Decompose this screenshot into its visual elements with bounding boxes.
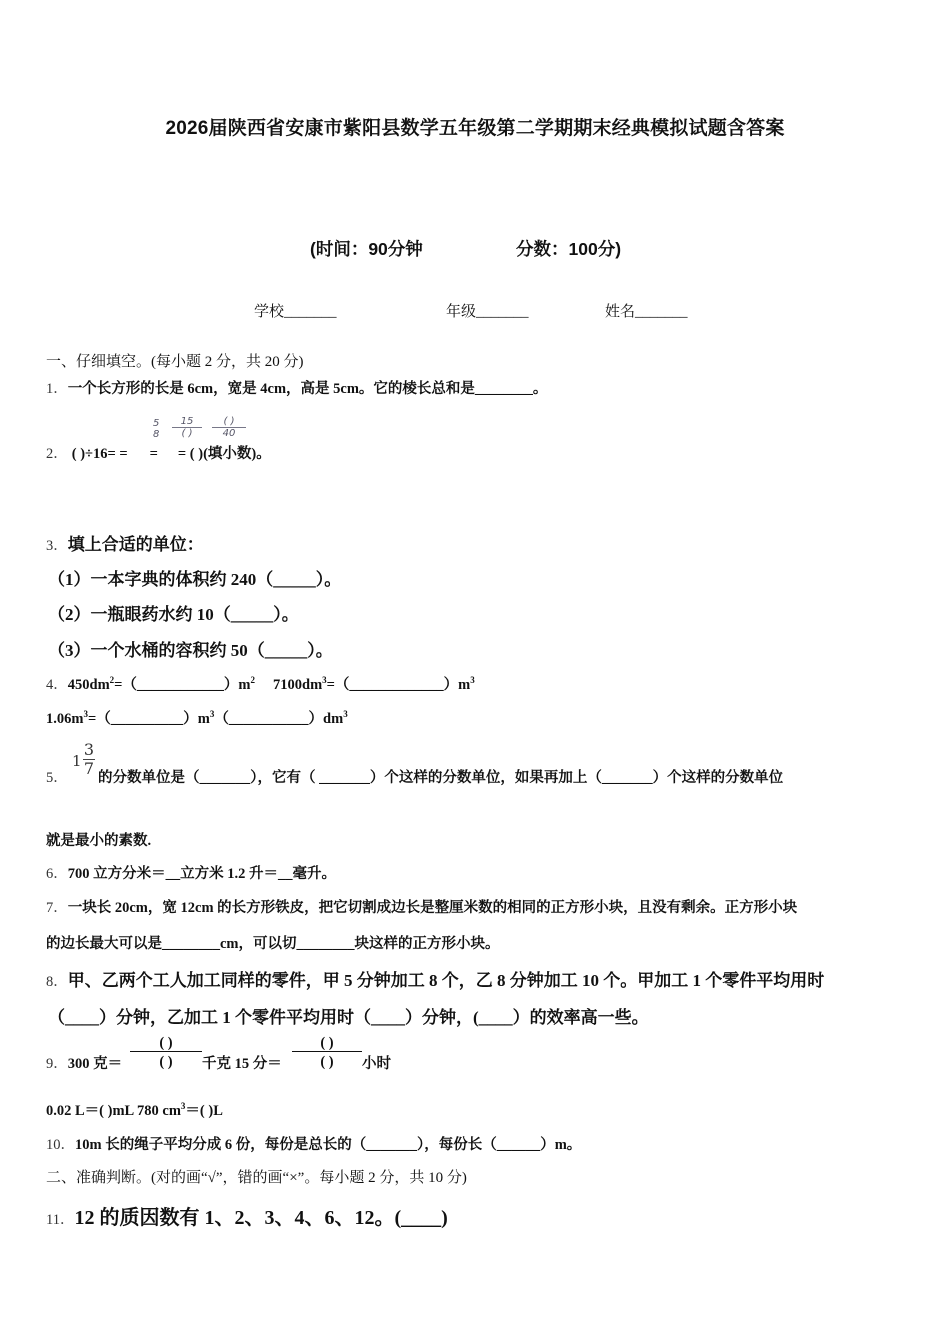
fraction-denominator: 40 xyxy=(222,428,236,439)
question-text: 一块长 20cm，宽 12cm 的长方形铁皮，把它切割成边长是整厘米数的相同的正方形小块，且没有剩余。正方形小块 xyxy=(67,900,798,916)
superscript: 3 xyxy=(322,675,327,686)
blank-fraction-2[interactable] xyxy=(292,1035,362,1072)
fraction-denominator: 8 xyxy=(153,429,160,440)
fraction-image-1 xyxy=(153,418,159,440)
question-number: 10． xyxy=(46,1137,75,1153)
superscript: 2 xyxy=(109,675,115,686)
question-text: 12 的质因数有 1、2、3、4、6、12。(____) xyxy=(74,1207,448,1229)
name-field[interactable]: 姓名_______ xyxy=(605,304,688,320)
question-9-text-b: 千克 15 分＝ xyxy=(202,1056,282,1072)
superscript: 2 xyxy=(250,675,255,686)
section-2-heading: 二、准确判断。(对的画“√”，错的画“×”。每小题 2 分，共 10 分) xyxy=(46,1170,467,1186)
question-7 xyxy=(46,896,797,917)
text-segment: 0.02 L＝( )mL 780 cm xyxy=(46,1103,181,1119)
question-text: 一个长方形的长是 6cm，宽是 4cm，高是 5cm。它的棱长总和是________。 xyxy=(67,381,548,397)
grade-field[interactable]: 年级_______ xyxy=(446,304,529,320)
question-1 xyxy=(46,377,547,398)
question-3-item-1: （1）一本字典的体积约 240（_____）。 xyxy=(48,570,342,589)
question-number: 6． xyxy=(46,866,68,882)
question-10 xyxy=(46,1133,581,1154)
text-segment: =（____________）m xyxy=(114,677,251,693)
mixed-number-fraction xyxy=(83,741,95,778)
question-text: 填上合适的单位： xyxy=(67,535,204,554)
superscript: 3 xyxy=(209,709,215,720)
fraction-numerator: ( ) xyxy=(320,1035,334,1051)
question-number: 7． xyxy=(46,900,68,916)
question-7-line-2: 的边长最大可以是________cm，可以切________块这样的正方形小块。 xyxy=(46,936,500,952)
superscript: 3 xyxy=(180,1101,186,1112)
fraction-denominator: 7 xyxy=(83,759,95,778)
question-3-item-3: （3）一个水桶的容积约 50（_____）。 xyxy=(48,641,333,660)
question-number: 3． xyxy=(46,538,68,554)
superscript: 3 xyxy=(470,675,475,686)
question-text: 甲、乙两个工人加工同样的零件，甲 5 分钟加工 8 个，乙 8 分钟加工 10 个。甲加工 1 个零件平均用时 xyxy=(67,971,825,990)
exam-score: 分数：100分) xyxy=(516,239,622,259)
text-segment: 300 克＝ xyxy=(67,1056,123,1072)
fraction-denominator: ( ) xyxy=(181,428,193,439)
question-4-line-2 xyxy=(46,707,348,728)
question-text-b: = xyxy=(149,446,158,462)
fraction-numerator: ( ) xyxy=(159,1035,173,1051)
fraction-denominator: ( ) xyxy=(130,1051,202,1072)
question-8-line-2: （____）分钟，乙加工 1 个零件平均用时（____）分钟，(____）的效率高一些。 xyxy=(48,1008,649,1027)
question-9-text-c: 小时 xyxy=(362,1056,391,1072)
question-number: 4． xyxy=(46,677,68,693)
mixed-number-whole: 1 xyxy=(72,752,82,770)
question-5-continued: 就是最小的素数. xyxy=(46,833,152,849)
question-number: 2． xyxy=(46,446,68,462)
text-segment: 450dm xyxy=(67,677,110,693)
text-segment: （___________）dm xyxy=(214,711,344,727)
question-9-line-2 xyxy=(46,1099,223,1120)
question-8 xyxy=(46,966,824,991)
text-segment: 1.06m xyxy=(46,711,84,727)
question-5 xyxy=(46,766,68,787)
text-segment: 7100dm xyxy=(273,677,323,693)
question-number: 5． xyxy=(46,770,68,786)
question-text: 10m 长的绳子平均分成 6 份，每份是总长的（_______），每份长（______）m。 xyxy=(75,1137,582,1153)
fraction-denominator: ( ) xyxy=(292,1051,362,1072)
school-field[interactable]: 学校_______ xyxy=(254,304,337,320)
question-9 xyxy=(46,1052,122,1073)
superscript: 3 xyxy=(83,709,88,720)
section-1-heading: 一、仔细填空。(每小题 2 分，共 20 分) xyxy=(46,354,304,370)
question-5-text: 的分数单位是（_______），它有（ _______）个这样的分数单位，如果再加上（_______）个这样的分数单位 xyxy=(98,770,784,786)
fraction-numerator: 3 xyxy=(83,740,95,759)
question-number: 1． xyxy=(46,381,68,397)
fraction-image-3 xyxy=(212,416,246,439)
question-number: 9． xyxy=(46,1056,68,1072)
text-segment: =（_____________）m xyxy=(326,677,471,693)
superscript: 3 xyxy=(343,709,348,720)
question-6 xyxy=(46,862,336,883)
question-3-item-2: （2）一瓶眼药水约 10（_____）。 xyxy=(48,605,299,624)
question-2 xyxy=(46,442,271,463)
question-number: 11． xyxy=(46,1212,75,1228)
page-title: 2026届陕西省安康市紫阳县数学五年级第二学期期末经典模拟试题含答案 xyxy=(165,118,785,139)
text-segment: ＝( )L xyxy=(185,1103,223,1119)
fraction-numerator: 15 xyxy=(172,416,202,428)
blank-fraction-1[interactable] xyxy=(130,1035,202,1072)
question-text: 700 立方分米＝__立方米 1.2 升＝__毫升。 xyxy=(67,866,336,882)
text-segment: =（__________）m xyxy=(87,711,210,727)
exam-time: (时间：90分钟 xyxy=(310,239,423,259)
question-text-a: ( )÷16= = xyxy=(71,446,128,462)
question-4 xyxy=(46,673,475,694)
question-number: 8． xyxy=(46,974,68,990)
question-3 xyxy=(46,530,204,555)
question-11 xyxy=(46,1201,448,1230)
fraction-numerator: 5 xyxy=(153,418,160,429)
fraction-numerator: ( ) xyxy=(212,416,246,428)
question-text-c: = ( )(填小数)。 xyxy=(177,446,271,462)
fraction-image-2 xyxy=(172,416,202,439)
